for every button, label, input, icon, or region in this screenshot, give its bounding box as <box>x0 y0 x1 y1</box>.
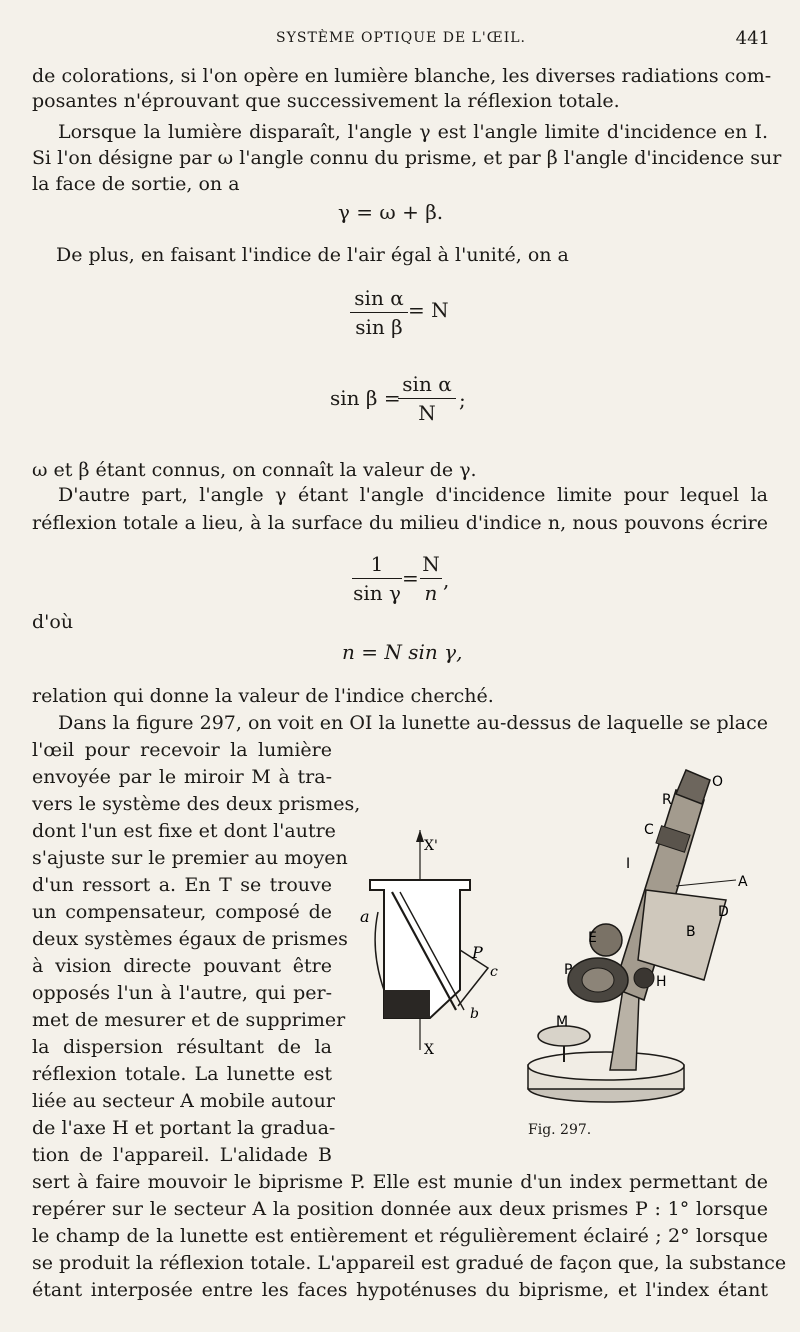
column-line: de l'axe H et portant la gradua- <box>32 1117 336 1139</box>
equation-3-fraction <box>398 372 456 425</box>
label-C: C <box>644 822 654 838</box>
column-line: un compensateur, composé de <box>32 901 332 923</box>
text-line: Si l'on désigne par ω l'angle connu du prisme, et par β l'angle d'incidence sur <box>32 147 782 169</box>
apparatus-base-top <box>528 1052 684 1080</box>
text-line: ω et β étant connus, on connaît la valeur de γ. <box>32 459 477 481</box>
label-A: A <box>738 874 748 890</box>
label-O: O <box>712 774 724 790</box>
equation-1: γ = ω + β. <box>338 200 444 224</box>
text-line: se produit la réflexion totale. L'appareil est gradué de façon que, la substance <box>32 1252 787 1274</box>
biprism-p-face <box>582 968 614 992</box>
label-xprime: X' <box>424 838 438 854</box>
column-line: met de mesurer et de supprimer <box>32 1009 346 1031</box>
eq4-denominator: sin γ <box>353 581 401 605</box>
eq4-numerator: 1 <box>370 552 384 576</box>
column-line: l'œil pour recevoir la lumière <box>32 739 332 761</box>
label-I: I <box>626 856 631 872</box>
prism-diagram <box>340 830 520 1070</box>
fraction-bar <box>398 398 456 399</box>
column-line: s'ajuste sur le premier au moyen <box>32 847 348 869</box>
fraction-bar <box>352 578 402 579</box>
label-b: b <box>470 1006 479 1022</box>
figure-caption: Fig. 297. <box>528 1122 592 1138</box>
spring <box>375 912 384 990</box>
label-M: M <box>556 1014 569 1030</box>
label-D: D <box>718 904 729 920</box>
text-line: D'autre part, l'angle γ étant l'angle d'incidence limite pour lequel la <box>58 484 768 506</box>
column-line: réflexion totale. La lunette est <box>32 1063 332 1085</box>
column-line: liée au secteur A mobile autour <box>32 1090 335 1112</box>
refractometer-illustration <box>526 770 776 1110</box>
prism-base <box>384 990 430 1018</box>
equation-4-rhs-fraction <box>420 552 442 605</box>
column-line: la dispersion résultant de la <box>32 1036 332 1058</box>
label-a-spring: a <box>360 907 370 926</box>
text-line: étant interposée entre les faces hypoténuses du biprisme, et l'index étant <box>32 1279 768 1301</box>
text-line: sert à faire mouvoir le biprisme P. Elle est munie d'un index permettant de <box>32 1171 768 1193</box>
column-line: envoyée par le miroir M à tra- <box>32 766 332 788</box>
text-line: la face de sortie, on a <box>32 173 240 195</box>
text-line: De plus, en faisant l'indice de l'air égal à l'unité, on a <box>56 244 569 266</box>
column-line: à vision directe pouvant être <box>32 955 332 977</box>
page-number: 441 <box>735 28 770 49</box>
fraction-bar <box>350 312 408 313</box>
text-line: réflexion totale a lieu, à la surface du milieu d'indice n, nous pouvons écrire <box>32 512 768 534</box>
eq4-rhs-numerator: N <box>422 552 440 576</box>
label-p-prism: P <box>472 943 483 962</box>
text-line: posantes n'éprouvant que successivement la réflexion totale. <box>32 90 620 112</box>
column-line: dont l'un est fixe et dont l'autre <box>32 820 336 842</box>
eq2-denominator: sin β <box>355 315 403 339</box>
label-c: c <box>490 964 498 980</box>
text-line: d'où <box>32 611 74 633</box>
column-line: vers le système des deux prismes, <box>32 793 361 815</box>
axis-h <box>634 968 654 988</box>
text-line: Lorsque la lumière disparaît, l'angle γ est l'angle limite d'incidence en I. <box>58 121 768 143</box>
text-line: le champ de la lunette est entièrement et régulièrement éclairé ; 2° lorsque <box>32 1225 768 1247</box>
column-line: d'un ressort a. En T se trouve <box>32 874 332 896</box>
eq4-equals: = <box>402 566 419 590</box>
text-line: Dans la figure 297, on voit en OI la lunette au-dessus de laquelle se place <box>58 712 768 734</box>
label-E: E <box>588 930 597 946</box>
label-R: R <box>662 792 672 808</box>
eq3-denominator: N <box>418 401 436 425</box>
text-line: repérer sur le secteur A la position donnée aux deux prismes P : 1° lorsque <box>32 1198 768 1220</box>
column-line: deux systèmes égaux de prismes <box>32 928 348 950</box>
eq3-numerator: sin α <box>402 372 452 396</box>
eq4-tail: , <box>443 568 450 592</box>
running-header <box>32 30 770 54</box>
eq2-rhs: = N <box>408 298 449 322</box>
equation-2-fraction <box>350 286 408 339</box>
label-H: H <box>656 974 667 990</box>
eq3-lhs: sin β = <box>330 386 401 410</box>
eq3-tail: ; <box>459 388 466 412</box>
fraction-bar <box>420 578 442 579</box>
label-P-apparatus: P <box>564 962 573 978</box>
equation-4-fraction <box>352 552 402 605</box>
equation-5: n = N sin γ, <box>342 640 463 664</box>
axis-arrow <box>416 830 424 842</box>
eq4-rhs-denominator: n <box>424 581 438 605</box>
text-line: relation qui donne la valeur de l'indice cherché. <box>32 685 494 707</box>
column-line: opposés l'un à l'autre, qui per- <box>32 982 332 1004</box>
column-line: tion de l'appareil. L'alidade B <box>32 1144 332 1166</box>
running-title: SYSTÈME OPTIQUE DE L'ŒIL. <box>276 30 526 46</box>
label-x: X <box>424 1042 434 1058</box>
label-B: B <box>686 924 696 940</box>
text-line: de colorations, si l'on opère en lumière blanche, les diverses radiations com- <box>32 65 772 87</box>
eq2-numerator: sin α <box>354 286 404 310</box>
pointer-a <box>676 880 736 886</box>
